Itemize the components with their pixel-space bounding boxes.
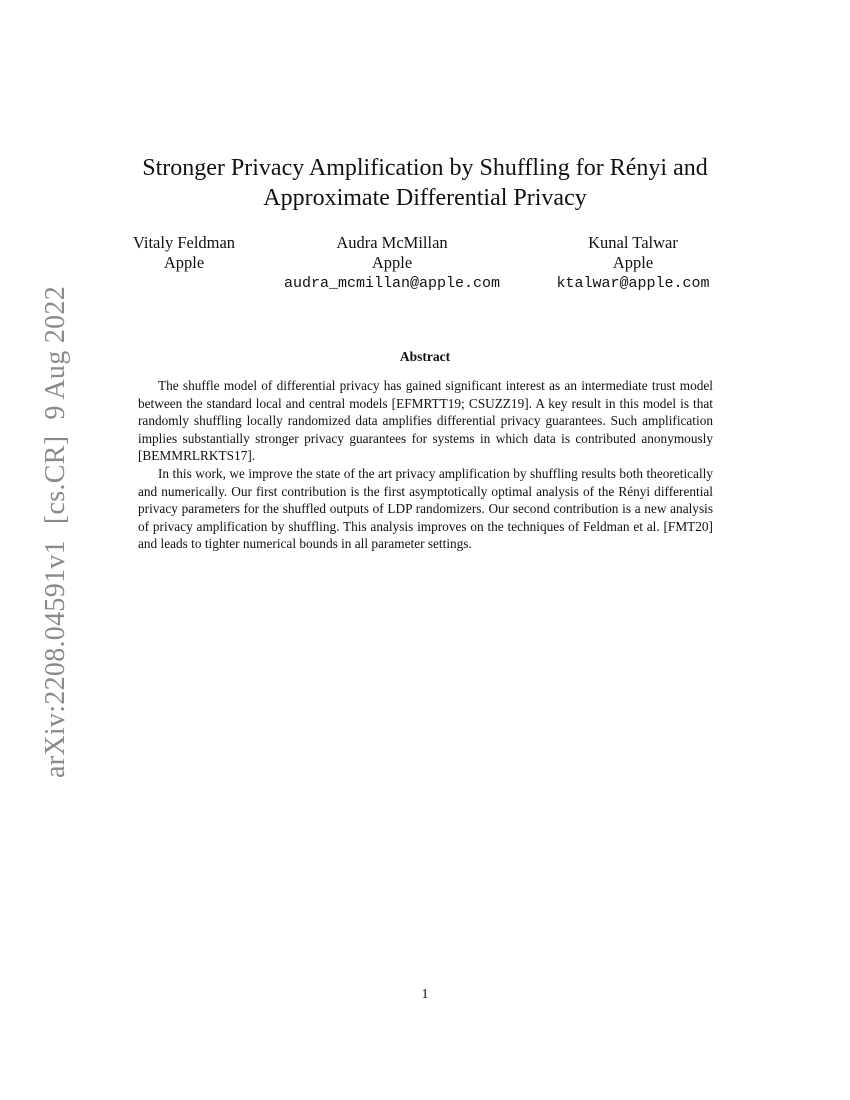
arxiv-id: arXiv:2208.04591v1 [40,540,71,779]
paper-title [0,153,850,213]
author-name: Audra McMillan [336,233,448,252]
paper-title-line-1: Stronger Privacy Amplification by Shuffling for Rényi and [142,155,708,181]
author-affiliation: Apple [612,253,654,272]
author-block-mcmillan [262,233,522,295]
abstract-paragraph-1: The shuffle model of differential privacy has gained significant interest as an intermediate trust model between the standard local and central models [EFMRTT19; CSUZZ19]. A key result in this model is that randomly shuffling locally randomized data amplifies differential privacy guarantees. Such amplification implies substantially stronger privacy guarantees for systems in which data is contributed anonymously [BEMMRLRKTS17]. [138,378,713,464]
author-name: Vitaly Feldman [132,233,236,252]
author-email[interactable]: ktalwar@apple.com [556,275,710,292]
author-affiliation: Apple [163,253,205,272]
author-email[interactable]: audra_mcmillan@apple.com [283,275,501,292]
author-affiliation: Apple [371,253,413,272]
abstract-body [138,377,713,553]
arxiv-category: [cs.CR] [40,435,71,525]
page-number: 1 [421,987,429,1002]
author-name: Kunal Talwar [588,233,678,252]
abstract-heading: Abstract [399,349,451,364]
author-block-talwar [503,233,763,295]
abstract-paragraph-2: In this work, we improve the state of the art privacy amplification by shuffling results both theoretically and numerically. Our first contribution is the first asymptotically optimal analysis of the Rényi differential privacy parameters for the shuffled outputs of LDP randomizers. Our second contribution is a new analysis of privacy amplification by shuffling. This analysis improves on the techniques of Feldman et al. [FMT20] and leads to tighter numerical bounds in all parameter settings. [138,465,713,552]
paper-title-line-2: Approximate Differential Privacy [263,185,587,211]
arxiv-date: 9 Aug 2022 [40,285,71,420]
